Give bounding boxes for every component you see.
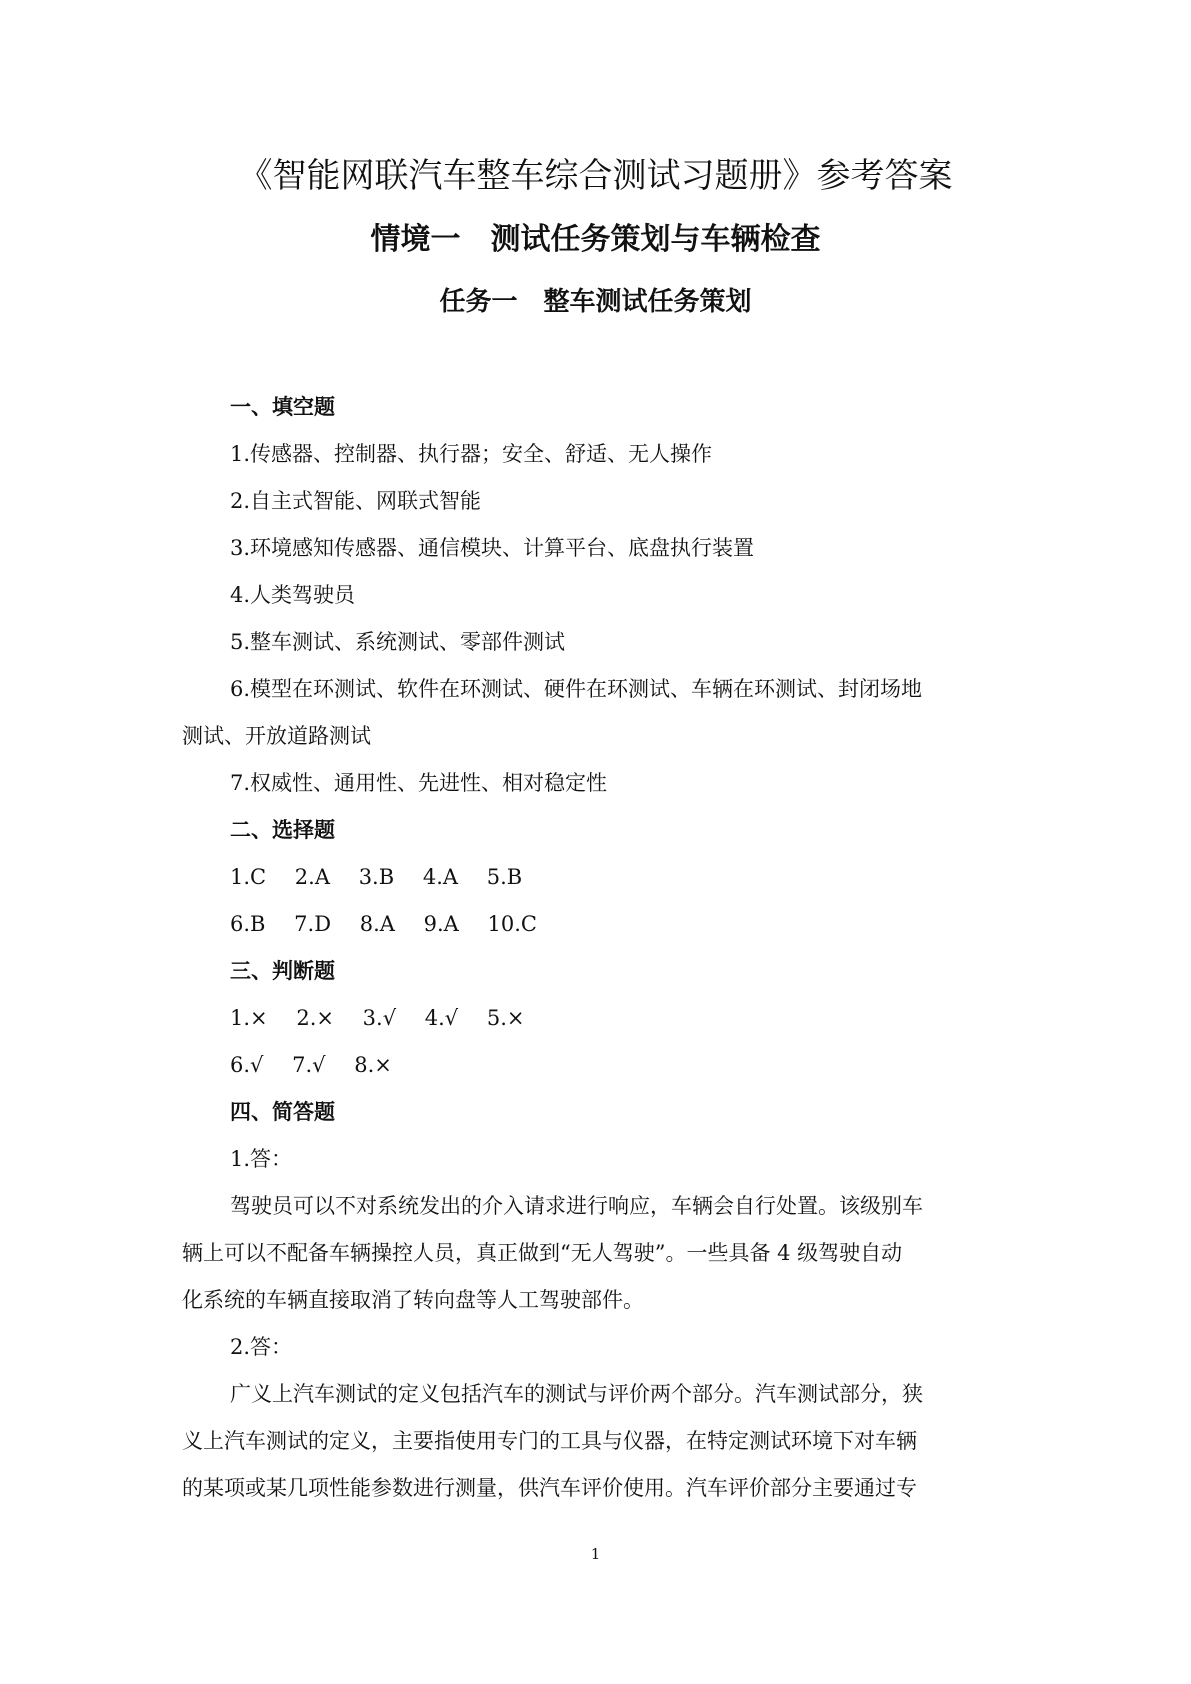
- page-number: 1: [590, 1545, 601, 1563]
- answer-body: [182, 384, 1012, 1512]
- short-answer-1-text: 化系统的车辆直接取消了转向盘等人工驾驶部件。: [182, 1288, 644, 1312]
- choice-answer: 4.A: [422, 865, 459, 889]
- choice-answer: 9.A: [423, 912, 459, 936]
- choice-answer: 1.C: [230, 865, 267, 889]
- choice-answer: 2.A: [294, 865, 330, 889]
- judge-answer: 8.×: [354, 1053, 392, 1077]
- choice-answer: 8.A: [359, 912, 395, 936]
- judge-answer: 4.√: [424, 1006, 459, 1030]
- fill-answer-3: 3.环境感知传感器、通信模块、计算平台、底盘执行装置: [230, 536, 755, 560]
- choice-answers-row-2: [182, 901, 1012, 948]
- section-fill-in-heading: 一、填空题: [230, 395, 335, 419]
- fill-answer-2: 2.自主式智能、网联式智能: [230, 489, 482, 513]
- choice-answer: 7.D: [294, 912, 332, 936]
- short-answer-2-text: 义上汽车测试的定义，主要指使用专门的工具与仪器，在特定测试环境下对车辆: [182, 1429, 917, 1453]
- judge-answers-row-2: [182, 1042, 1012, 1089]
- fill-answer-6: 6.模型在环测试、软件在环测试、硬件在环测试、车辆在环测试、封闭场地: [230, 677, 923, 701]
- short-answer-1-label: 1.答：: [230, 1147, 293, 1171]
- short-answer-1-text: 驾驶员可以不对系统发出的介入请求进行响应，车辆会自行处置。该级别车: [230, 1194, 923, 1218]
- section-judge-heading: 三、判断题: [230, 959, 335, 983]
- judge-answers-row-1: [182, 995, 1012, 1042]
- short-answer-2-label: 2.答：: [230, 1335, 293, 1359]
- judge-answer: 5.×: [486, 1006, 525, 1030]
- choice-answer: 3.B: [358, 865, 395, 889]
- judge-answer: 7.√: [292, 1053, 326, 1077]
- fill-answer-6-continued: 测试、开放道路测试: [182, 724, 371, 748]
- choice-answer: 5.B: [486, 865, 523, 889]
- fill-answer-7: 7.权威性、通用性、先进性、相对稳定性: [230, 771, 608, 795]
- document-title: 《智能网联汽车整车综合测试习题册》参考答案: [238, 156, 953, 196]
- judge-answer: 6.√: [230, 1053, 264, 1077]
- judge-answer: 1.×: [230, 1006, 268, 1030]
- fill-answer-4: 4.人类驾驶员: [230, 583, 356, 607]
- fill-answer-5: 5.整车测试、系统测试、零部件测试: [230, 630, 566, 654]
- short-answer-2-text: 的某项或某几项性能参数进行测量，供汽车评价使用。汽车评价部分主要通过专: [182, 1476, 917, 1500]
- situation-heading: 情境一 测试任务策划与车辆检查: [370, 222, 821, 257]
- choice-answers-row-1: [182, 854, 1012, 901]
- section-short-answer-heading: 四、简答题: [230, 1100, 335, 1124]
- section-choice-heading: 二、选择题: [230, 818, 335, 842]
- short-answer-2-text: 广义上汽车测试的定义包括汽车的测试与评价两个部分。汽车测试部分，狭: [230, 1382, 923, 1406]
- choice-answer: 10.C: [487, 912, 537, 936]
- judge-answer: 3.√: [362, 1006, 397, 1030]
- task-heading: 任务一 整车测试任务策划: [439, 287, 752, 317]
- fill-answer-1: 1.传感器、控制器、执行器；安全、舒适、无人操作: [230, 442, 713, 466]
- choice-answer: 6.B: [230, 912, 266, 936]
- judge-answer: 2.×: [296, 1006, 334, 1030]
- short-answer-1-text: 辆上可以不配备车辆操控人员，真正做到“无人驾驶”。一些具备 4 级驾驶自动: [182, 1241, 903, 1265]
